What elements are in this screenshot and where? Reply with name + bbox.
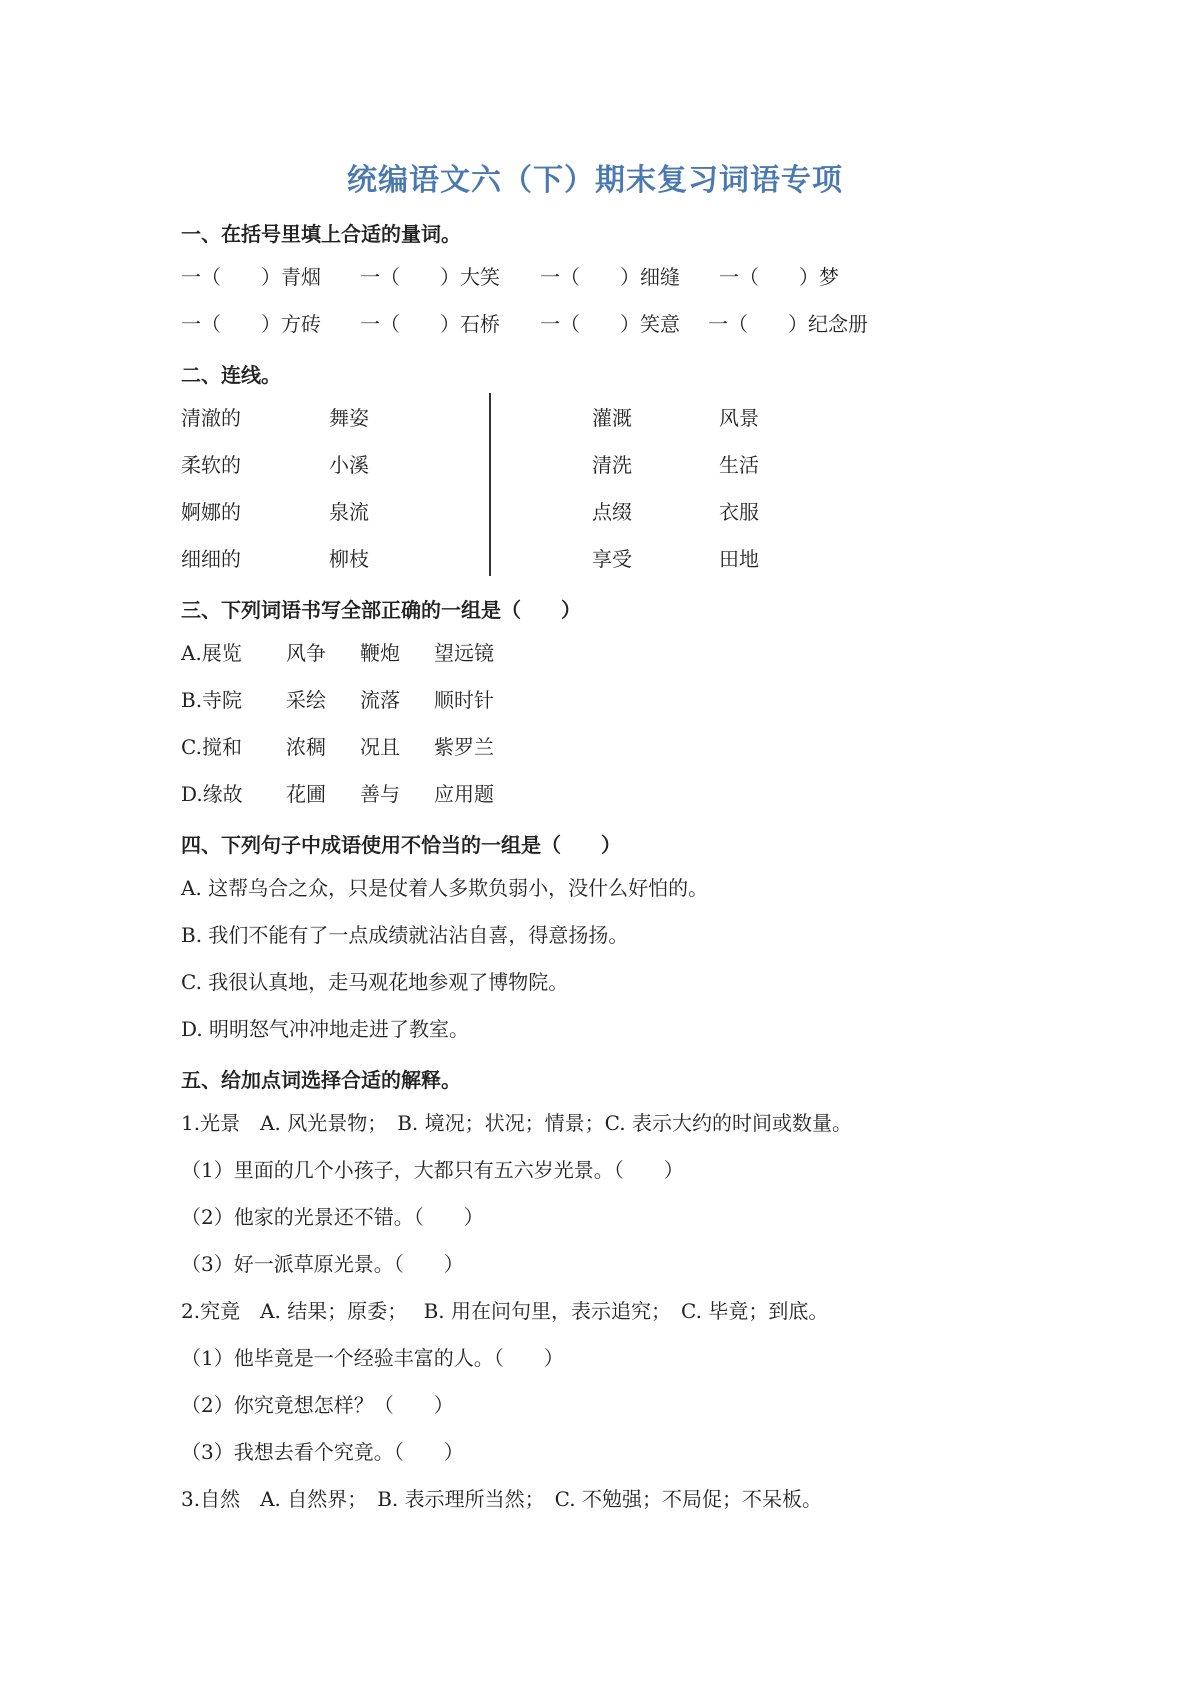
word-definitions: 1.光景 A. 风光景物； B. 境况；状况；情景；C. 表示大约的时间或数量。 — [181, 1111, 852, 1135]
match-word-left-target: 泉流 — [329, 500, 369, 524]
column-divider — [489, 393, 491, 576]
question-item: （1）里面的几个小孩子，大都只有五六岁光景。（ ） — [181, 1158, 684, 1182]
match-word-left: 婀娜的 — [181, 500, 241, 524]
match-word-left: 柔软的 — [181, 453, 241, 477]
measure-word-item: 一（ ）青烟 — [181, 265, 321, 289]
option-label: B.寺院 — [181, 688, 243, 712]
section3-heading: 三、下列词语书写全部正确的一组是（ ） — [181, 598, 581, 622]
question-item: （3）我想去看个究竟。（ ） — [181, 1440, 464, 1464]
question-item: （1）他毕竟是一个经验丰富的人。（ ） — [181, 1346, 564, 1370]
word-definitions: 2.究竟 A. 结果；原委； B. 用在问句里，表示追究； C. 毕竟；到底。 — [181, 1299, 829, 1323]
option-word: 鞭炮 — [360, 641, 400, 665]
option-word: 顺时针 — [434, 688, 494, 712]
sentence-option: A. 这帮乌合之众，只是仗着人多欺负弱小，没什么好怕的。 — [181, 876, 709, 900]
option-word: 浓稠 — [286, 735, 326, 759]
match-word-right-target: 风景 — [719, 406, 759, 430]
sentence-option: B. 我们不能有了一点成绩就沾沾自喜，得意扬扬。 — [181, 923, 629, 947]
section4-heading: 四、下列句子中成语使用不恰当的一组是（ ） — [181, 833, 621, 857]
match-word-left-target: 柳枝 — [329, 547, 369, 571]
question-item: （2）你究竟想怎样？（ ） — [181, 1393, 454, 1417]
measure-word-item: 一（ ）方砖 — [181, 312, 321, 336]
section5-heading: 五、给加点词选择合适的解释。 — [181, 1068, 461, 1092]
option-word: 花圃 — [286, 782, 326, 806]
measure-word-item: 一（ ）纪念册 — [708, 312, 868, 336]
sentence-option: D. 明明怒气冲冲地走进了教室。 — [181, 1017, 470, 1041]
page-title: 统编语文六（下）期末复习词语专项 — [347, 163, 843, 198]
option-word: 应用题 — [434, 782, 494, 806]
word-definitions: 3.自然 A. 自然界； B. 表示理所当然； C. 不勉强；不局促；不呆板。 — [181, 1487, 822, 1511]
measure-word-item: 一（ ）细缝 — [540, 265, 680, 289]
option-word: 流落 — [360, 688, 400, 712]
match-word-left: 细细的 — [181, 547, 241, 571]
match-word-right: 灌溉 — [592, 406, 632, 430]
match-word-right: 享受 — [592, 547, 632, 571]
sentence-option: C. 我很认真地，走马观花地参观了博物院。 — [181, 970, 569, 994]
question-item: （3）好一派草原光景。（ ） — [181, 1252, 464, 1276]
section1-heading: 一、在括号里填上合适的量词。 — [181, 222, 461, 246]
measure-word-item: 一（ ）梦 — [719, 265, 839, 289]
option-word: 风争 — [286, 641, 326, 665]
measure-word-item: 一（ ）石桥 — [360, 312, 500, 336]
match-word-right: 清洗 — [592, 453, 632, 477]
option-word: 望远镜 — [434, 641, 494, 665]
match-word-left-target: 舞姿 — [329, 406, 369, 430]
match-word-right-target: 田地 — [719, 547, 759, 571]
match-word-left-target: 小溪 — [329, 453, 369, 477]
section2-heading: 二、连线。 — [181, 363, 281, 387]
option-word: 况且 — [360, 735, 400, 759]
option-label: D.缘故 — [181, 782, 243, 806]
match-word-left: 清澈的 — [181, 406, 241, 430]
measure-word-item: 一（ ）大笑 — [360, 265, 500, 289]
option-label: A.展览 — [181, 641, 242, 665]
option-word: 紫罗兰 — [434, 735, 494, 759]
question-item: （2）他家的光景还不错。（ ） — [181, 1205, 484, 1229]
match-word-right-target: 生活 — [719, 453, 759, 477]
match-word-right-target: 衣服 — [719, 500, 759, 524]
option-label: C.搅和 — [181, 735, 242, 759]
match-word-right: 点缀 — [592, 500, 632, 524]
option-word: 善与 — [360, 782, 400, 806]
measure-word-item: 一（ ）笑意 — [540, 312, 680, 336]
option-word: 采绘 — [286, 688, 326, 712]
